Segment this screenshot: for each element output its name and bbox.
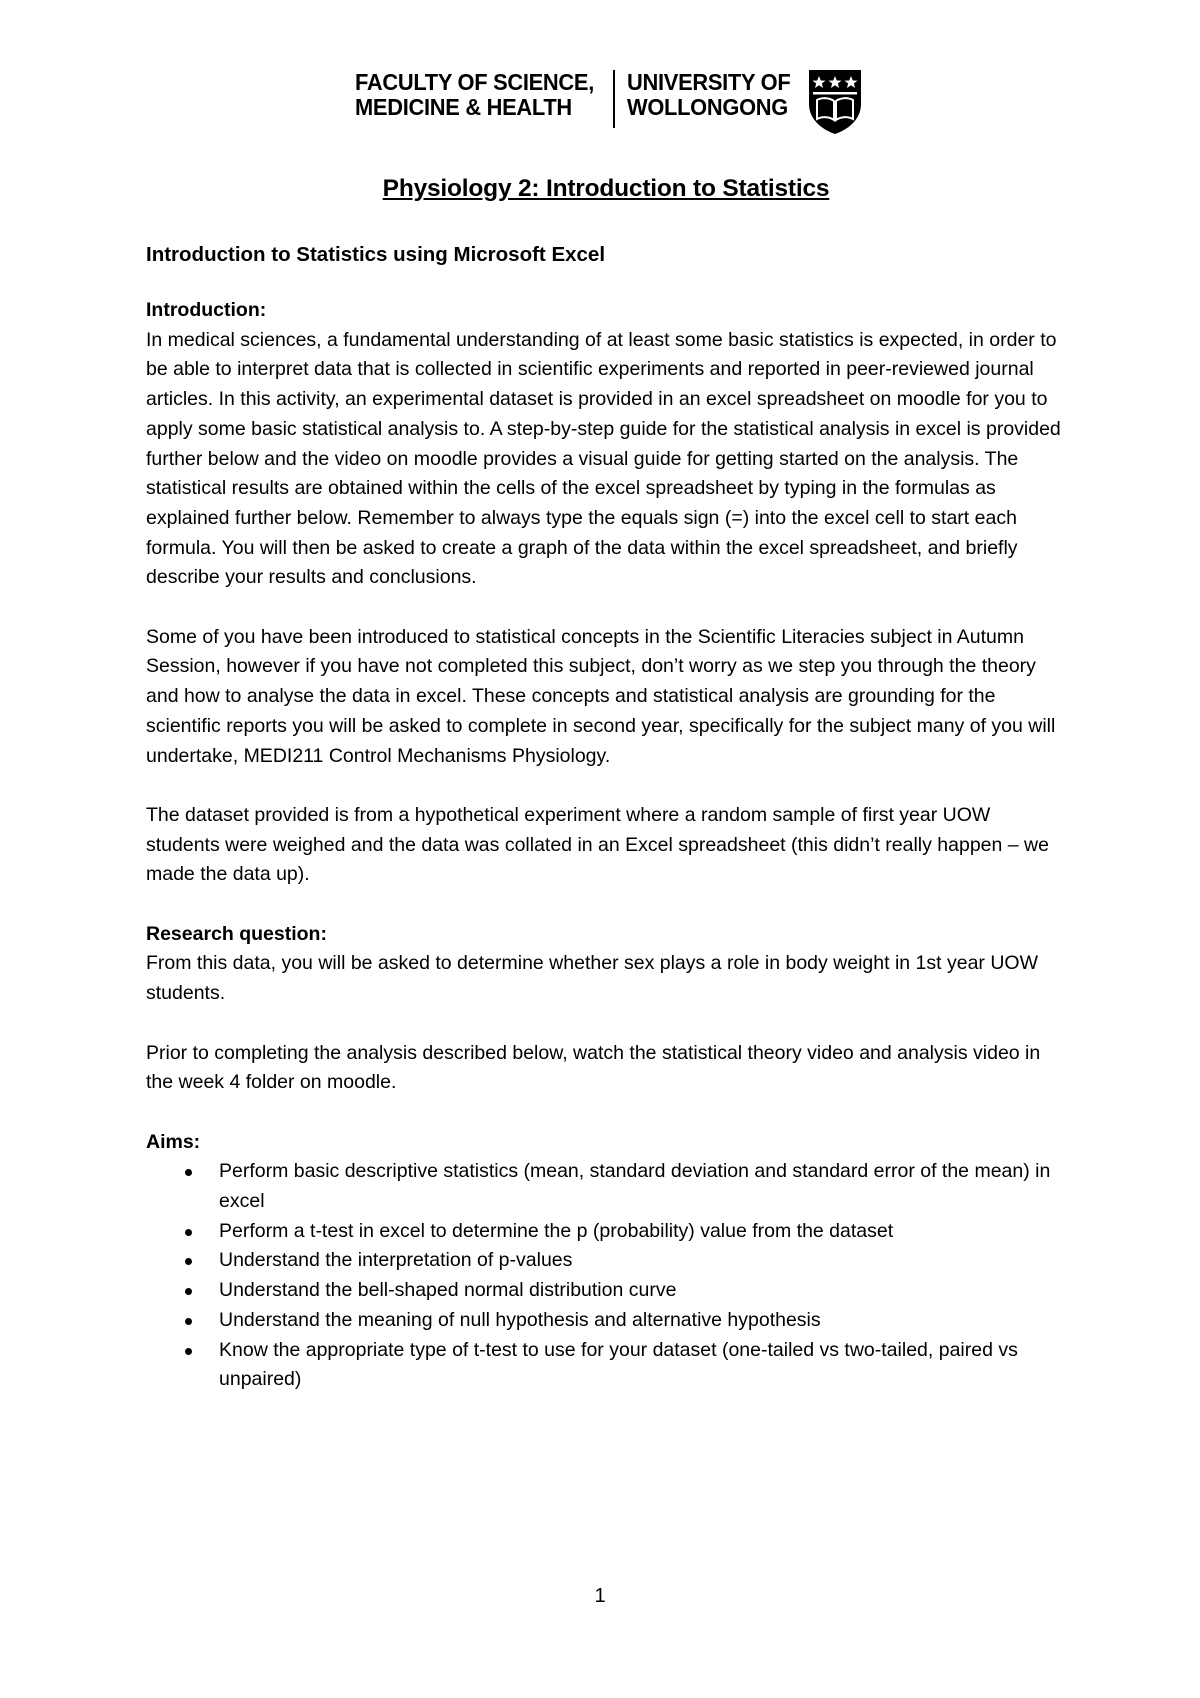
- letterhead: [355, 70, 865, 136]
- introduction-paragraph: The dataset provided is from a hypothetical experiment where a random sample of first year UOW students were weighed and the data was collated in an Excel spreadsheet (this didn’t really happen – we made the data up).: [146, 803, 1049, 886]
- list-item: [146, 1157, 1066, 1216]
- bullet-icon: [185, 1258, 192, 1265]
- university-line-1: UNIVERSITY OF: [626, 69, 791, 95]
- header-divider: [613, 70, 615, 128]
- aim-text: Understand the interpretation of p-values: [219, 1249, 573, 1272]
- bullet-icon: [185, 1169, 192, 1176]
- research-question-paragraph: From this data, you will be asked to determine whether sex plays a role in body weight in 1st year UOW students.: [146, 952, 1038, 1005]
- aim-text: Perform basic descriptive statistics (mean, standard deviation and standard error of the mean) in excel: [219, 1160, 1051, 1213]
- document-body: [146, 171, 1066, 1395]
- university-crest-icon: [805, 68, 865, 136]
- research-question-heading: Research question:: [146, 922, 327, 945]
- bullet-icon: [185, 1348, 192, 1355]
- list-item: [146, 1246, 1066, 1276]
- list-item: [146, 1336, 1066, 1395]
- bullet-icon: [185, 1229, 192, 1236]
- aim-text: Understand the bell-shaped normal distribution curve: [219, 1279, 677, 1302]
- list-item: [146, 1217, 1066, 1247]
- introduction-heading: Introduction:: [146, 299, 267, 321]
- page-number: 1: [594, 1585, 606, 1607]
- list-item: [146, 1276, 1066, 1306]
- university-name: [627, 70, 790, 120]
- aims-list: [146, 1157, 1066, 1395]
- research-question-paragraph: Prior to completing the analysis described below, watch the statistical theory video and analysis video in the week 4 folder on moodle.: [146, 1041, 1041, 1094]
- bullet-icon: [185, 1318, 192, 1325]
- section-subtitle: Introduction to Statistics using Microsoft Excel: [146, 243, 606, 266]
- list-item: [146, 1306, 1066, 1336]
- bullet-icon: [185, 1288, 192, 1295]
- faculty-line-1: FACULTY OF SCIENCE,: [355, 69, 595, 95]
- document-title: Physiology 2: Introduction to Statistics: [382, 175, 830, 202]
- aim-text: Know the appropriate type of t-test to use for your dataset (one-tailed vs two-tailed, paired vs unpaired): [219, 1338, 1018, 1391]
- aims-heading: Aims:: [146, 1130, 201, 1153]
- faculty-line-2: MEDICINE & HEALTH: [355, 94, 572, 120]
- university-line-2: WOLLONGONG: [626, 94, 788, 120]
- aim-text: Perform a t-test in excel to determine the p (probability) value from the dataset: [219, 1219, 894, 1242]
- introduction-paragraph: In medical sciences, a fundamental understanding of at least some basic statistics is expected, in order to be able to interpret data that is collected in scientific experiments and reported in peer-reviewed journal articles. In this activity, an experimental dataset is provided in an excel spreadsheet on moodle for you to apply some basic statistical analysis to. A step-by-step guide for the statistical analysis in excel is provided further below and the video on moodle provides a visual guide for getting started on the analysis. The statistical results are obtained within the cells of the excel spreadsheet by typing in the formulas as explained further below. Remember to always type the equals sign (=) into the excel cell to start each formula. You will then be asked to create a graph of the data within the excel spreadsheet, and briefly describe your results and conclusions.: [146, 328, 1061, 589]
- faculty-name: [355, 70, 594, 120]
- aim-text: Understand the meaning of null hypothesis and alternative hypothesis: [219, 1308, 821, 1331]
- introduction-paragraph: Some of you have been introduced to statistical concepts in the Scientific Literacies subject in Autumn Session, however if you have not completed this subject, don’t worry as we step you through the theory and how to analyse the data in excel. These concepts and statistical analysis are grounding for the scientific reports you will be asked to complete in second year, specifically for the subject many of you will undertake, MEDI211 Control Mechanisms Physiology.: [146, 625, 1056, 767]
